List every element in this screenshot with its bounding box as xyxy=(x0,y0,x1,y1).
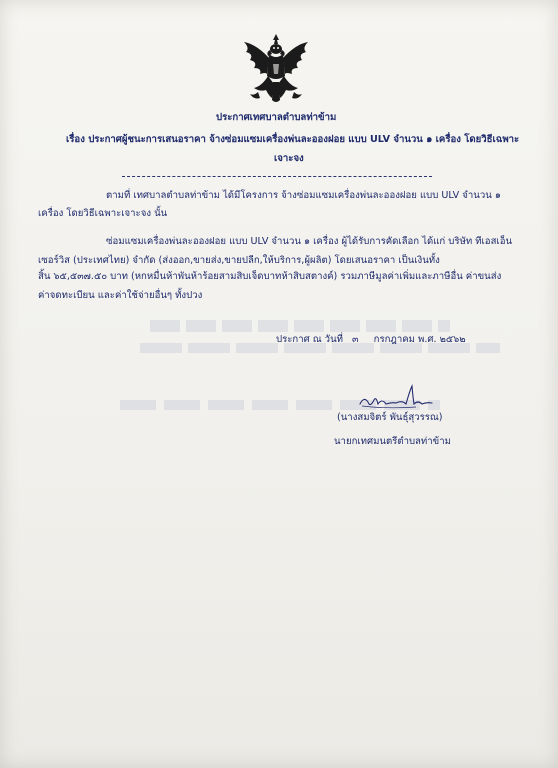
paragraph-1-line-2: เครื่อง โดยวิธีเฉพาะเจาะจง นั้น xyxy=(38,208,168,219)
document-subject-continued: เจาะจง xyxy=(274,153,304,164)
paragraph-2-line-4: ค่าจดทะเบียน และค่าใช้จ่ายอื่นๆ ทั้งปวง xyxy=(38,290,203,301)
handwritten-signature xyxy=(356,382,436,412)
paragraph-2-line-2: เซอร์วิส (ประเทศไทย) จำกัด (ส่งออก,ขายส่ง,ขายปลีก,ให้บริการ,ผู้ผลิต) โดยเสนอราคา เป็นเงินทั้ง xyxy=(38,255,440,266)
document-title: ประกาศเทศบาลตำบลท่าข้าม xyxy=(216,112,337,123)
paragraph-2-line-1: ซ่อมแซมเครื่องพ่นละอองฝอย แบบ ULV จำนวน ๑ เครื่อง ผู้ได้รับการคัดเลือก ได้แก่ บริษัท ทีเอสเอ็น xyxy=(106,236,513,247)
bleed-through-text xyxy=(150,320,450,332)
date-prefix: ประกาศ ณ วันที่ xyxy=(276,334,343,345)
signer-title: นายกเทศมนตรีตำบลท่าข้าม xyxy=(334,436,451,447)
date-month-year: กรกฎาคม พ.ศ. ๒๕๖๒ xyxy=(373,334,466,345)
paragraph-1-line-1: ตามที่ เทศบาลตำบลท่าข้าม ได้มีโครงการ จ้างซ่อมแซมเครื่องพ่นละอองฝอย แบบ ULV จำนวน ๑ xyxy=(106,190,501,201)
paragraph-2-line-3: สิ้น ๖๕,๕๓๗.๕๐ บาท (หกหมื่นห้าพันห้าร้อยสามสิบเจ็ดบาทห้าสิบสตางค์) รวมภาษีมูลค่าเพิ่มและภาษีอื่น ค่าขนส่ง xyxy=(38,271,502,282)
document-subject: เรื่อง ประกาศผู้ชนะการเสนอราคา จ้างซ่อมแซมเครื่องพ่นละอองฝอย แบบ ULV จำนวน ๑ เครื่อง โดยวิธีเฉพาะ xyxy=(66,134,520,145)
signer-name: (นางสมจิตร์ พันธุ์สุวรรณ) xyxy=(337,412,443,423)
announcement-date xyxy=(276,334,466,346)
date-day: ๓ xyxy=(352,334,359,345)
garuda-emblem-icon xyxy=(236,30,316,110)
separator-line xyxy=(122,176,432,177)
